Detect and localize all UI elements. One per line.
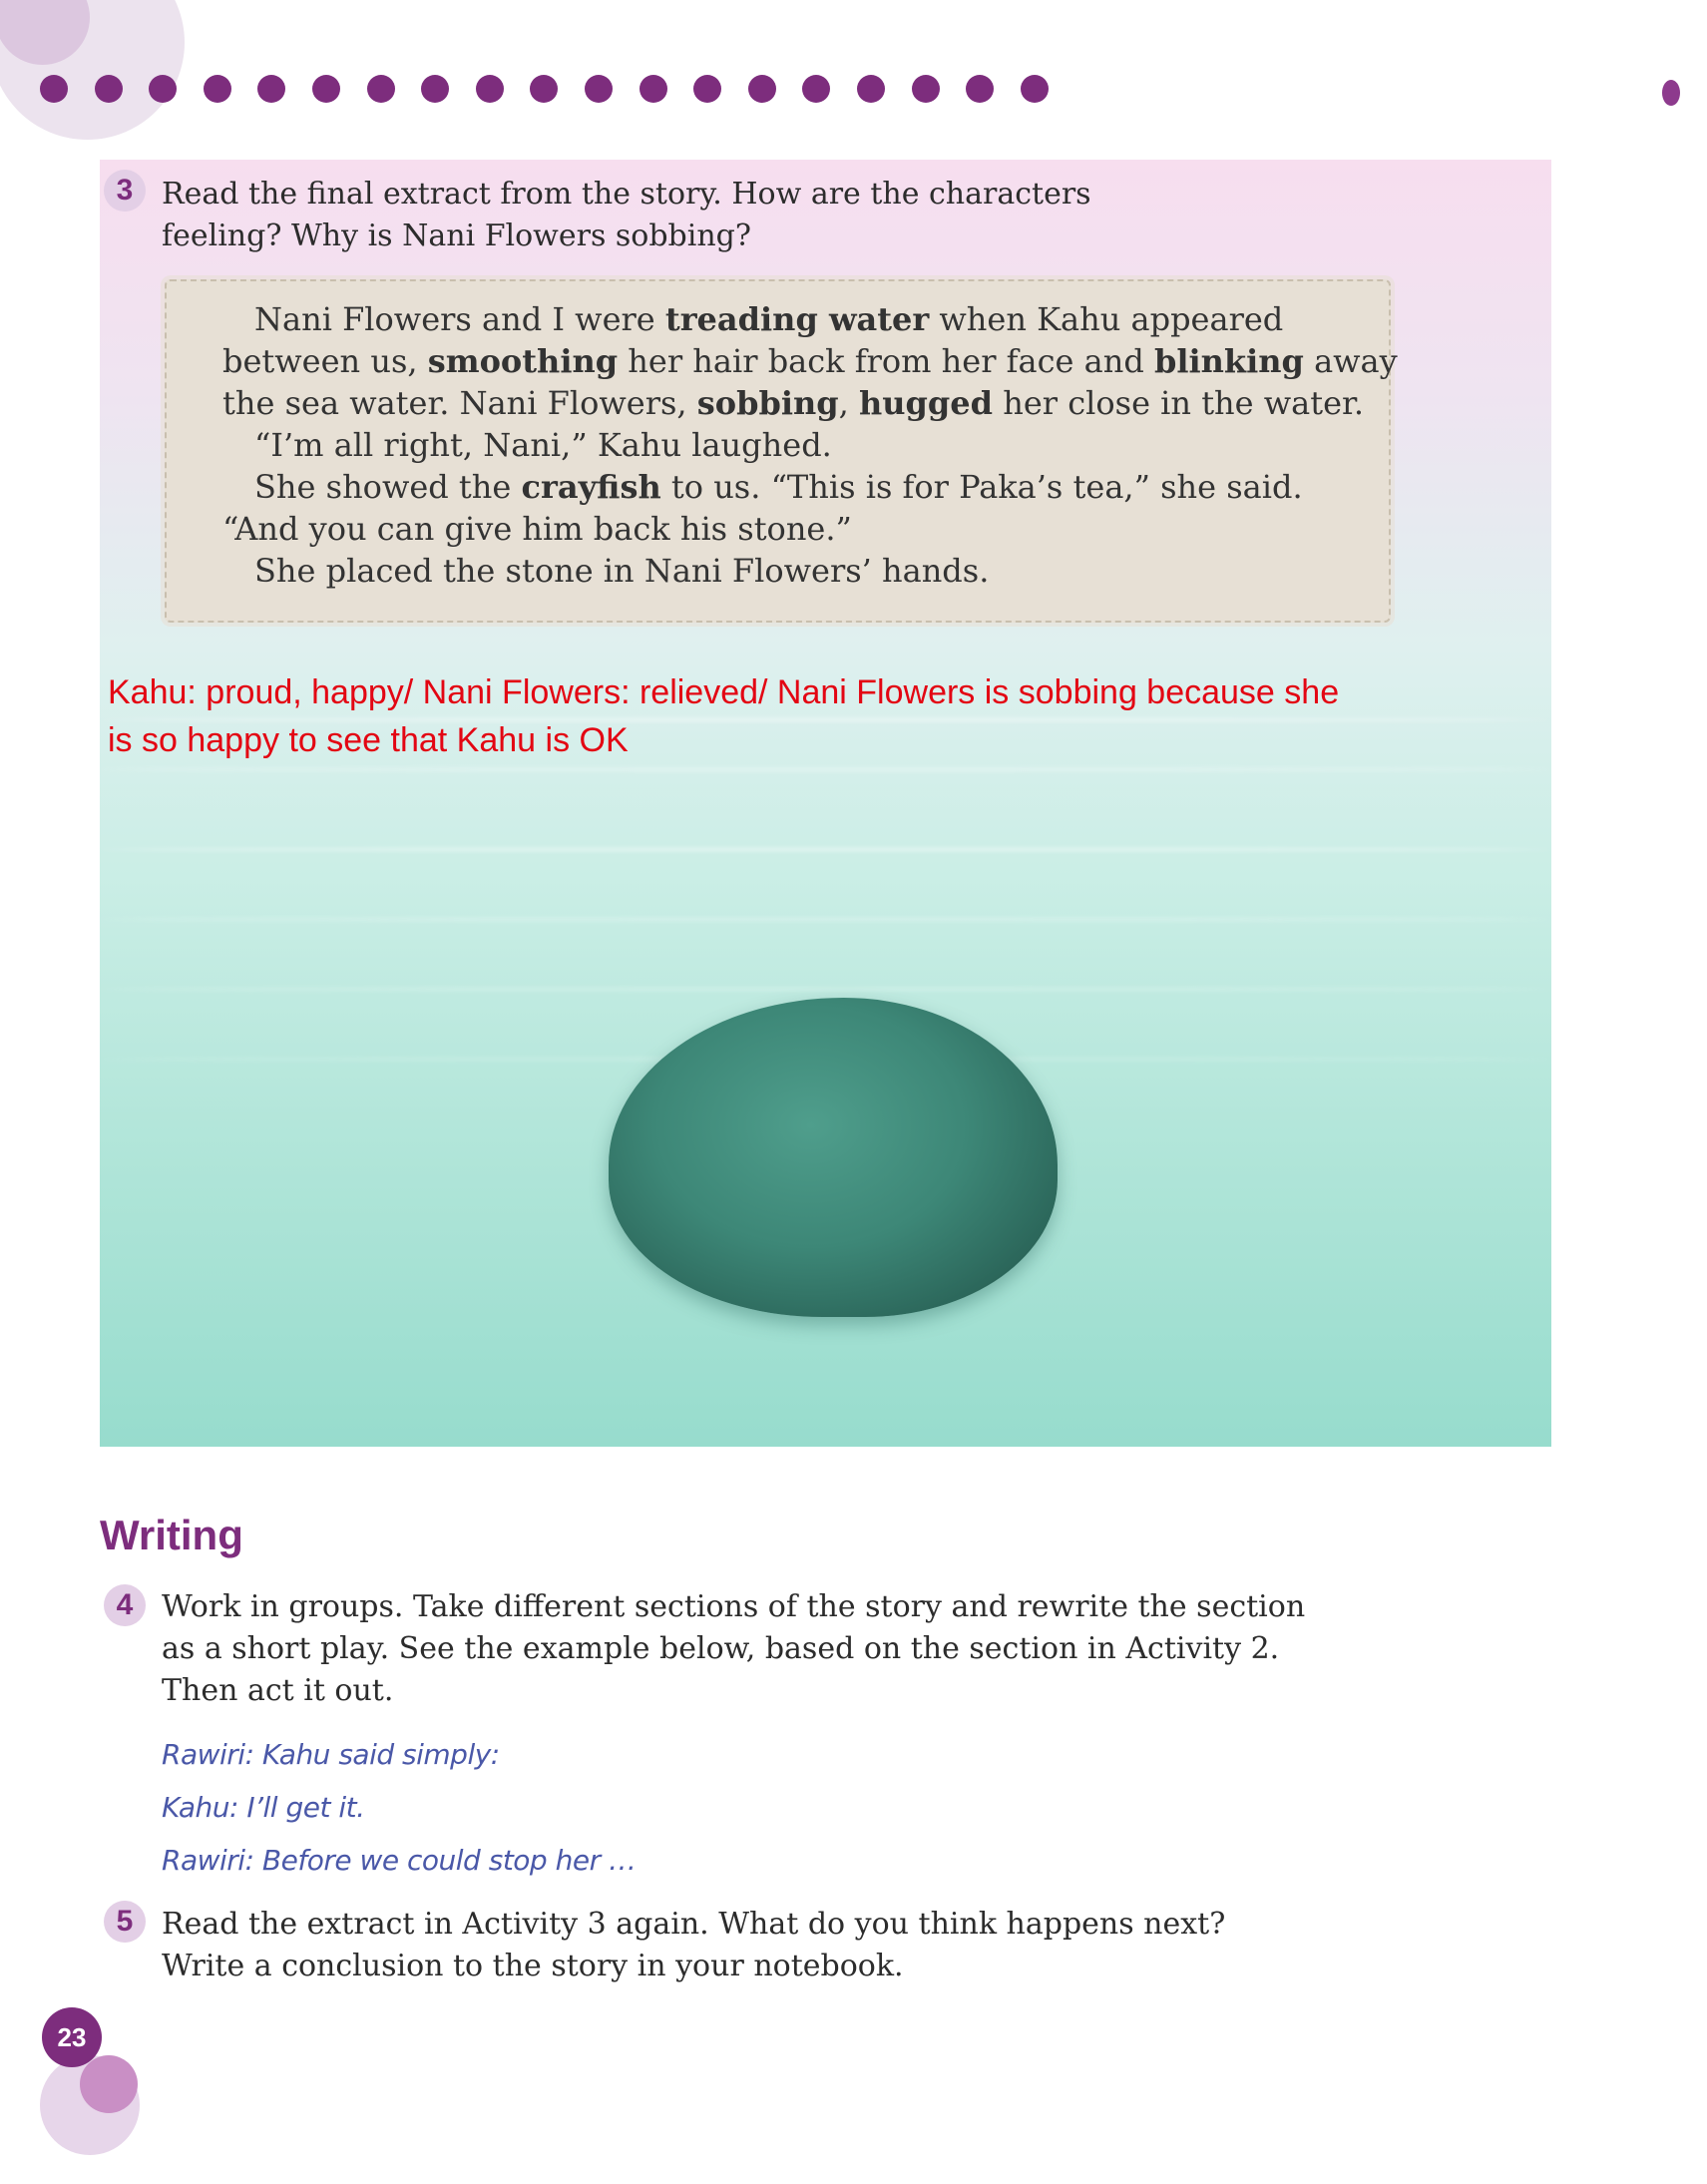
- extract-line-7: She placed the stone in Nani Flowers’ hands.: [254, 552, 990, 590]
- extract-line-5: She showed the crayfish to us. “This is for Paka’s tea,” she said.: [254, 468, 1303, 506]
- play-example-line-3: Rawiri: Before we could stop her …: [162, 1844, 637, 1877]
- extract-line-2: between us, smoothing her hair back from her face and blinking away: [222, 342, 1398, 380]
- page-number: 23: [42, 2007, 102, 2067]
- story-extract-box: [165, 279, 1398, 623]
- extract-line-3: the sea water. Nani Flowers, sobbing, hugged her close in the water.: [222, 384, 1364, 422]
- activity-5-number: 5: [104, 1901, 146, 1943]
- stone-image: [609, 998, 1058, 1317]
- activity-5-line-1: Read the extract in Activity 3 again. What do you think happens next?: [162, 1907, 1226, 1942]
- edge-decoration: [1662, 80, 1680, 106]
- writing-heading: Writing: [100, 1512, 243, 1558]
- answer-line-2: is so happy to see that Kahu is OK: [108, 721, 629, 759]
- play-example-line-1: Rawiri: Kahu said simply:: [162, 1738, 500, 1771]
- activity-3-prompt-line-1: Read the final extract from the story. How are the characters: [162, 177, 1091, 212]
- activity-4-number: 4: [104, 1584, 146, 1626]
- activity-4-line-2: as a short play. See the example below, based on the section in Activity 2.: [162, 1631, 1280, 1666]
- activity-3-number: 3: [104, 170, 146, 212]
- handwritten-answer: [108, 668, 1564, 764]
- activity-3-prompt-line-2: feeling? Why is Nani Flowers sobbing?: [162, 218, 751, 253]
- play-example-line-2: Kahu: I’ll get it.: [162, 1791, 365, 1824]
- activity-4-line-1: Work in groups. Take different sections of the story and rewrite the section: [162, 1589, 1306, 1624]
- extract-line-6: “And you can give him back his stone.”: [222, 510, 852, 548]
- extract-line-4: “I’m all right, Nani,” Kahu laughed.: [254, 426, 832, 464]
- activity-4-line-3: Then act it out.: [162, 1673, 394, 1708]
- answer-line-1: Kahu: proud, happy/ Nani Flowers: relieved/ Nani Flowers is sobbing because she: [108, 673, 1340, 711]
- footer-decoration-inner: [80, 2055, 138, 2113]
- activity-5-line-2: Write a conclusion to the story in your notebook.: [162, 1949, 904, 1983]
- extract-line-1: Nani Flowers and I were treading water when Kahu appeared: [254, 300, 1284, 338]
- dotted-border: [40, 75, 1049, 103]
